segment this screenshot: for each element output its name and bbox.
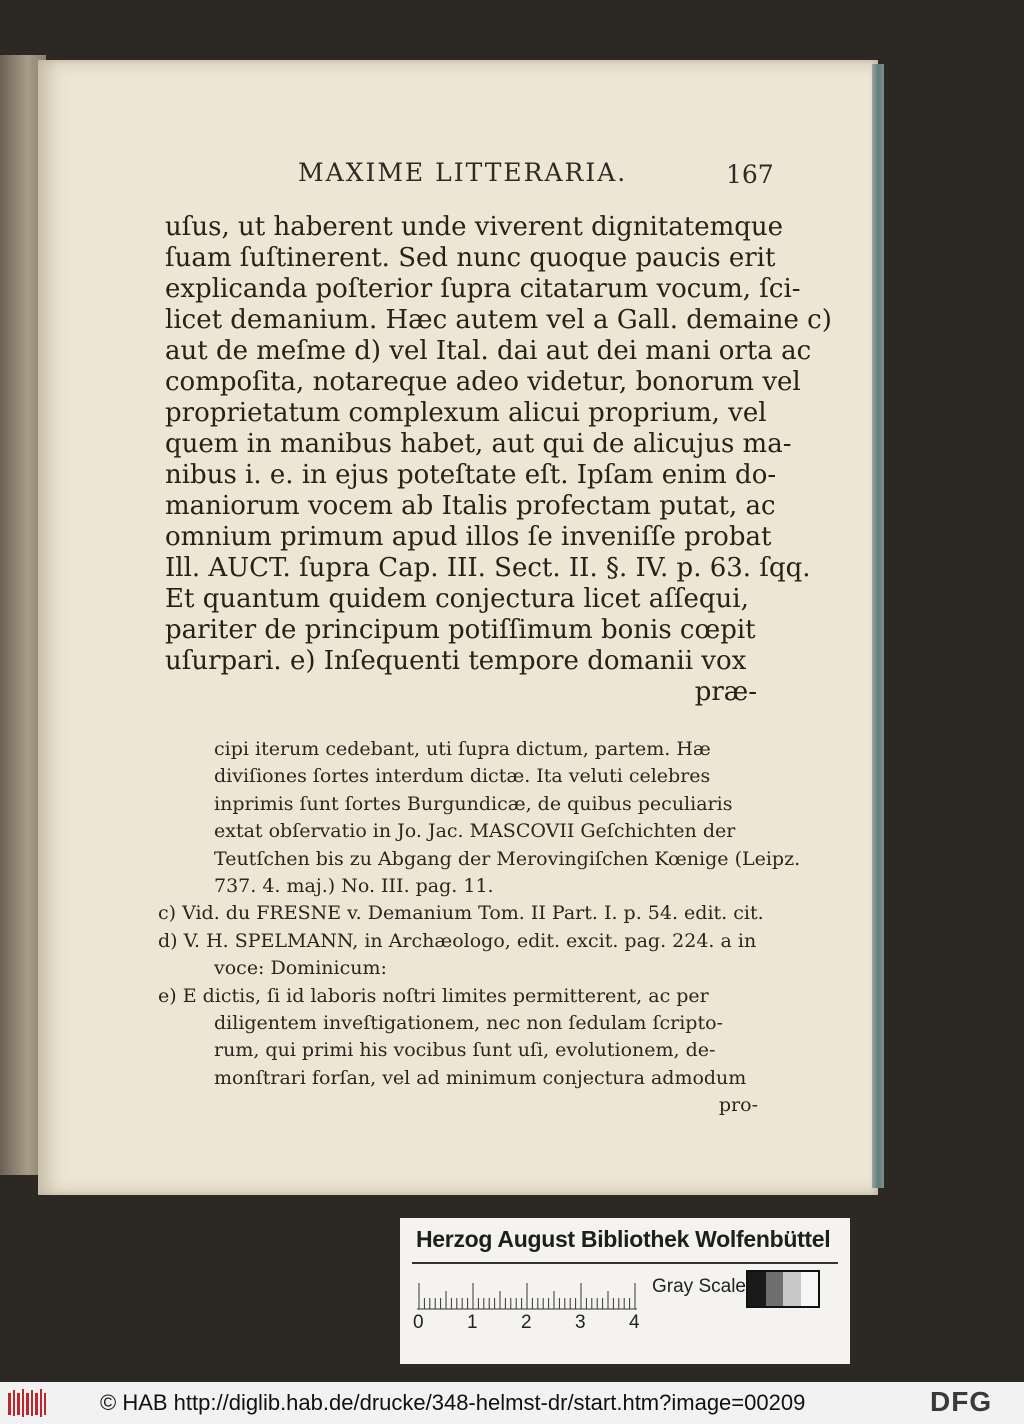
ruler-label: 0 — [413, 1312, 424, 1333]
footnote-line: e) E dictis, ſi id laboris noſtri limites permitterent, ac per — [158, 984, 709, 1007]
running-head: MAXIME LITTERARIA. — [298, 158, 628, 187]
footnote-line: voce: Dominicum: — [214, 957, 387, 980]
footnote-line: rum, qui primi his vocibus ſunt uſi, evolutionem, de- — [214, 1039, 716, 1062]
main-line: Et quantum quidem conjectura licet aſſequi, — [165, 584, 749, 614]
main-line: proprietatum complexum alicui proprium, vel — [165, 398, 767, 428]
ruler-label: 1 — [467, 1312, 478, 1333]
main-line: maniorum vocem ab Italis profectam putat, ac — [165, 491, 776, 521]
main-line: uſurpari. e) Inſequenti tempore domanii vox — [165, 646, 747, 676]
main-line: aut de meſme d) vel Ital. dai aut dei mani orta ac — [165, 336, 812, 366]
gray-swatch — [766, 1272, 784, 1306]
footnote-line: diviſiones ſortes interdum dictæ. Ita veluti celebres — [214, 765, 711, 788]
footnote-line: d) V. H. SPELMANN, in Archæologo, edit. excit. pag. 224. a in — [158, 929, 757, 952]
footnote-line: 737. 4. maj.) No. III. pag. 11. — [214, 874, 494, 897]
main-line: compoſita, notareque adeo videtur, bonorum vel — [165, 367, 801, 397]
ruler-label: 2 — [521, 1312, 532, 1333]
source-link[interactable]: © HAB http://diglib.hab.de/drucke/348-helmst-dr/start.htm?image=00209 — [100, 1390, 806, 1415]
main-line: ſuam ſuſtinerent. Sed nunc quoque paucis erit — [165, 243, 776, 273]
footnote-line: diligentem inveſtigationem, nec non ſedulam ſcripto- — [214, 1011, 723, 1034]
footnote-line: extat obſervatio in Jo. Jac. MASCOVII Geſchichten der — [214, 820, 736, 843]
main-text — [165, 212, 832, 708]
main-line: omnium primum apud illos ſe inveniſſe probat — [165, 522, 772, 552]
ruler-scale — [417, 1282, 637, 1310]
ruler-label: 4 — [629, 1312, 640, 1333]
page-number: 167 — [726, 160, 774, 189]
footnote-line: monſtrari forſan, vel ad minimum conjectura admodum — [214, 1066, 747, 1089]
catchword: præ- — [694, 677, 757, 707]
main-line: quem in manibus habet, aut qui de alicujus ma- — [165, 429, 792, 459]
footnote-line: Teutſchen bis zu Abgang der Merovingiſchen Kœnige (Leipz. — [214, 847, 801, 870]
label-divider — [412, 1262, 838, 1264]
grayscale-swatch — [746, 1270, 820, 1308]
footnotes — [158, 736, 801, 1119]
barcode-logo-icon — [6, 1387, 48, 1419]
gray-swatch — [783, 1272, 801, 1306]
footnote-line: c) Vid. du FRESNE v. Demanium Tom. II Part. I. p. 54. edit. cit. — [158, 902, 764, 925]
main-line: nibus i. e. in ejus poteſtate eſt. Ipſam enim do- — [165, 460, 777, 490]
footnote-line: cipi iterum cedebant, uti ſupra dictum, partem. Hæ — [214, 738, 711, 760]
footnote-line: inprimis ſunt ſortes Burgundicæ, de quibus peculiaris — [214, 792, 733, 815]
library-name: Herzog August Bibliothek Wolfenbüttel — [416, 1226, 831, 1252]
footer-bar — [0, 1382, 1024, 1424]
main-line: uſus, ut haberent unde viverent dignitatemque — [165, 212, 784, 242]
grayscale-label: Gray Scale — [652, 1276, 746, 1297]
dfg-logo: DFG — [930, 1386, 993, 1417]
main-line: Ill. AUCT. ſupra Cap. III. Sect. II. §. IV. p. 63. ſqq. — [165, 553, 811, 583]
main-line: licet demanium. Hæc autem vel a Gall. demaine c) — [165, 305, 832, 335]
ruler-label: 3 — [575, 1312, 586, 1333]
page-edge — [872, 64, 884, 1188]
footnote-catchword: pro- — [718, 1094, 758, 1117]
main-line: explicanda poſterior ſupra citatarum vocum, ſci- — [165, 274, 801, 304]
gray-swatch — [748, 1272, 766, 1306]
main-line: pariter de principum potiſſimum bonis cœpit — [165, 615, 756, 645]
gray-swatch — [801, 1272, 819, 1306]
library-label-card — [400, 1218, 850, 1364]
